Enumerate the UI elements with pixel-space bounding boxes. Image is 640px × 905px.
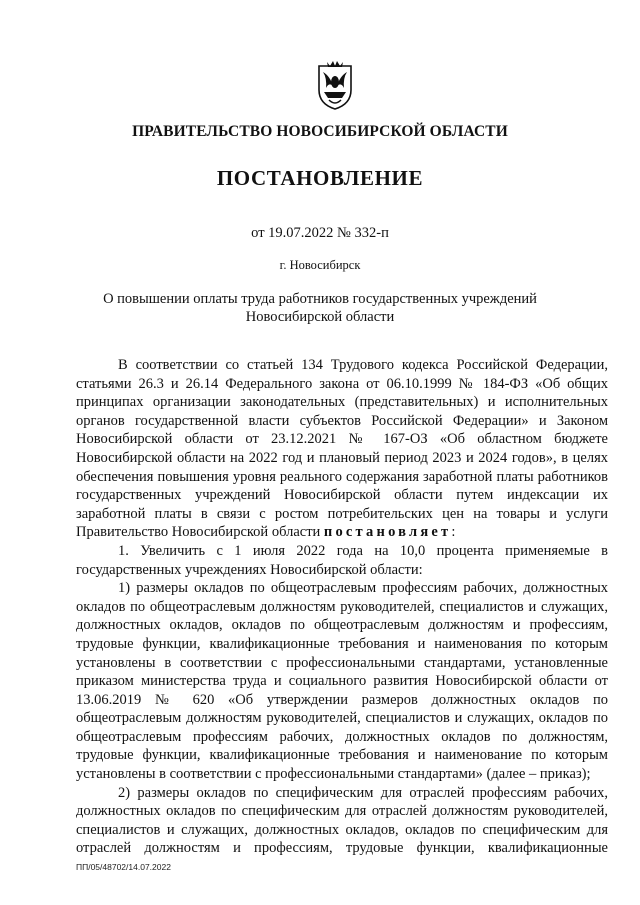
item-1-1: 1) размеры окладов по общеотраслевым профессиям рабочих, должностных окладов по общеотраслевым должностям руководителей, специалистов и служащих, должностных окладов, окладов по общеотраслевым должностям и профессиям, трудовые функции, квалификационные требования и наименования по которым установлены в соответствии с профессиональными стандартами, установленные приказом министерства труда и социального развития Новосибирской области от 13.06.2019 № 620 «Об утверждении размеров должностных окладов по общеотраслевым должностям руководителей, специалистов и служащих, окладов по общеотраслевым профессиям рабочих, должностных окладов по должностям, трудовые функции, квалификационные требования и наименование по которым установлены в соответствии с профессиональными стандартами» (далее – приказ);	[76, 580, 608, 783]
subject-line-2: Новосибирской области	[245, 309, 395, 325]
item-1: 1. Увеличить с 1 июля 2022 года на 10,0 процента применяемые в государственных учреждениях Новосибирской области:	[76, 542, 608, 578]
government-title: ПРАВИТЕЛЬСТВО НОВОСИБИРСКОЙ ОБЛАСТИ	[132, 123, 508, 140]
footer-code: ПП/05/48702/14.07.2022	[76, 862, 171, 872]
preamble-text: В соответствии со статьей 134 Трудового кодекса Российской Федерации, статьями 26.3 и 26.14 Федерального закона от 06.10.1999 № 184-ФЗ «Об общих принципах организации законодательных (представительных) и исполнительных органов государственной власти субъектов Российской Федерации» и Законом Новосибирской области от 23.12.2021 № 167-ОЗ «Об областном бюджете Новосибирской области на 2022 год и плановый период 2023 и 2024 годов», в целях обеспечения повышения уровня реального содержания заработной платы работников государственных учреждений Новосибирской области путем индексации их заработной платы в связи с ростом потребительских цен на товары и услуги Правительство Новосибирской области	[76, 357, 608, 541]
preamble-paragraph	[76, 356, 608, 542]
city: г. Новосибирск	[279, 258, 361, 272]
date-number: от 19.07.2022 № 332-п	[251, 225, 389, 241]
document-body	[76, 356, 608, 858]
document-type: ПОСТАНОВЛЕНИЕ	[216, 166, 424, 190]
coat-of-arms-icon	[317, 60, 353, 110]
item-1-2: 2) размеры окладов по специфическим для отраслей профессиям рабочих, должностных окладов по специфическим для отраслей должностям руководителей, специалистов и служащих, должностных окладов, окладов по специфическим для отраслей должностям и профессиям, трудовые функции, квалификационные	[76, 784, 608, 857]
decrees-colon: :	[451, 524, 456, 541]
subject-line-1: О повышении оплаты труда работников государственных учреждений	[103, 291, 537, 307]
decrees-word: постановляет	[323, 524, 452, 541]
document-subject	[0, 290, 640, 326]
